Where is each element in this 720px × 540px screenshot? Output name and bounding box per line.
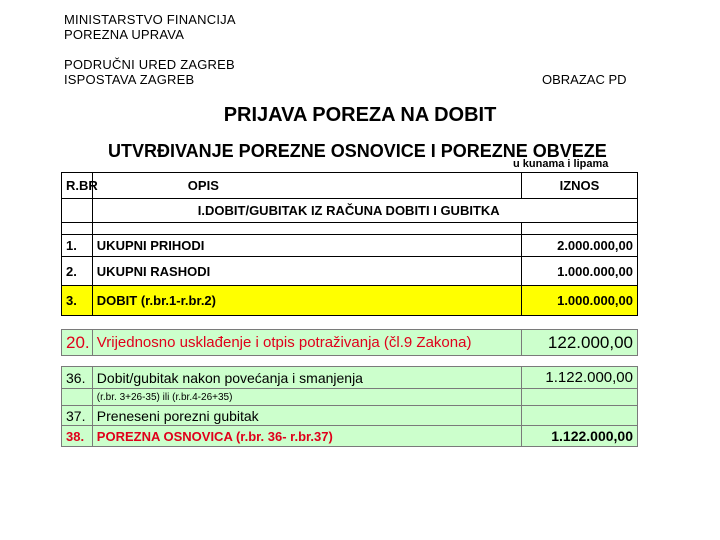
row-amount: 2.000.000,00	[521, 235, 637, 257]
row-amount: 1.000.000,00	[521, 257, 637, 286]
table-row-total	[62, 426, 638, 447]
row-number: 20.	[62, 330, 93, 356]
ministry-name: MINISTARSTVO FINANCIJA	[64, 12, 236, 27]
table-row	[62, 235, 638, 257]
table-row	[62, 389, 638, 406]
row-amount: 1.000.000,00	[521, 286, 637, 316]
table-row	[62, 330, 638, 356]
column-header-amount: IZNOS	[521, 173, 637, 199]
section-title: I.DOBIT/GUBITAK IZ RAČUNA DOBITI I GUBITKA	[92, 199, 637, 223]
spacer-row	[62, 223, 638, 235]
regional-office-name: PODRUČNI URED ZAGREB	[64, 57, 235, 72]
form-code: OBRAZAC PD	[542, 72, 627, 87]
row-description: Preneseni porezni gubitak	[92, 406, 521, 426]
currency-note: u kunama i lipama	[513, 158, 609, 170]
row-number: 38.	[62, 426, 93, 447]
row-description: UKUPNI PRIHODI	[92, 235, 521, 257]
administration-name: POREZNA UPRAVA	[64, 27, 185, 42]
row-description: DOBIT (r.br.1-r.br.2)	[92, 286, 521, 316]
row-description: (r.br. 3+26-35) ili (r.br.4-26+35)	[92, 389, 521, 406]
row-number: 36.	[62, 367, 93, 389]
row-description: Vrijednosno usklađenje i otpis potraživanja (čl.9 Zakona)	[92, 330, 521, 356]
table-header-row	[62, 173, 638, 199]
column-header-number: R.BR	[62, 173, 93, 199]
row-amount	[521, 389, 637, 406]
table-row	[62, 367, 638, 389]
page-subtitle: UTVRĐIVANJE POREZNE OSNOVICE I POREZNE OBVEZE	[108, 141, 607, 161]
row-amount: 122.000,00	[521, 330, 637, 356]
row-amount: 1.122.000,00	[521, 367, 637, 389]
adjustment-table	[61, 329, 638, 356]
row-amount: 1.122.000,00	[521, 426, 637, 447]
row-number: 37.	[62, 406, 93, 426]
row-number	[62, 389, 93, 406]
row-amount	[521, 406, 637, 426]
main-table	[61, 172, 638, 316]
row-description: POREZNA OSNOVICA (r.br. 36- r.br.37)	[92, 426, 521, 447]
branch-name: ISPOSTAVA ZAGREB	[64, 72, 195, 87]
section-row	[62, 199, 638, 223]
column-header-description: OPIS	[92, 173, 521, 199]
row-description: UKUPNI RASHODI	[92, 257, 521, 286]
row-description: Dobit/gubitak nakon povećanja i smanjenja	[92, 367, 521, 389]
row-number: 3.	[62, 286, 93, 316]
table-row	[62, 406, 638, 426]
table-row	[62, 257, 638, 286]
table-row-highlighted	[62, 286, 638, 316]
page-title: PRIJAVA POREZA NA DOBIT	[223, 104, 497, 126]
result-table	[61, 366, 638, 447]
row-number: 1.	[62, 235, 93, 257]
row-number: 2.	[62, 257, 93, 286]
